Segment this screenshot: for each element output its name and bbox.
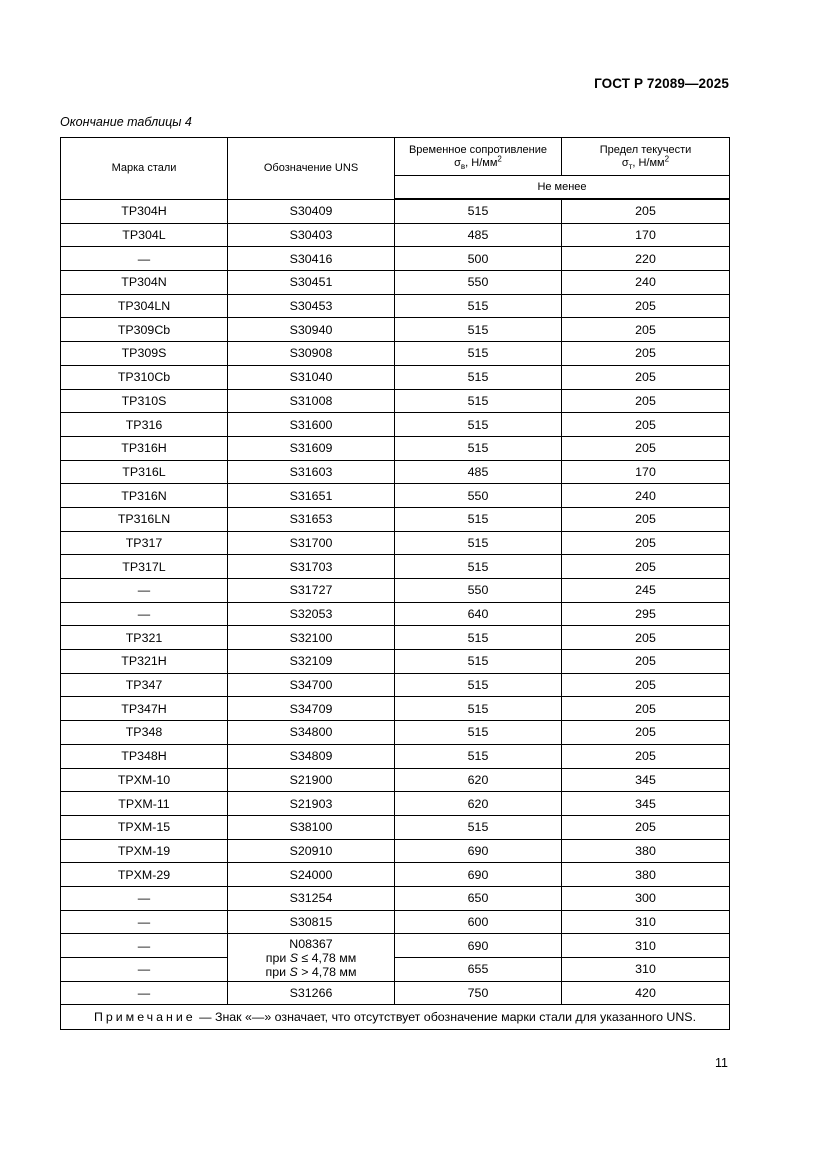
page-number: 11 xyxy=(715,1056,728,1070)
yield-cell: 205 xyxy=(562,626,730,650)
grade-cell: — xyxy=(61,247,228,271)
grade-cell: TP321H xyxy=(61,650,228,674)
uns-cell: S31040 xyxy=(228,365,395,389)
yield-cell: 220 xyxy=(562,247,730,271)
table-row xyxy=(61,744,730,768)
yield-cell: 300 xyxy=(562,886,730,910)
tensile-cell: 515 xyxy=(395,365,562,389)
col-uns-header: Обозначение UNS xyxy=(228,138,395,200)
yield-cell: 310 xyxy=(562,910,730,934)
grade-cell: TP316H xyxy=(61,436,228,460)
grade-cell: TPXM-29 xyxy=(61,863,228,887)
uns-cell: S30908 xyxy=(228,342,395,366)
yield-cell: 205 xyxy=(562,697,730,721)
yield-cell: 205 xyxy=(562,294,730,318)
table-row xyxy=(61,413,730,437)
yield-cell: 170 xyxy=(562,460,730,484)
yield-cell: 240 xyxy=(562,484,730,508)
uns-cell: S34709 xyxy=(228,697,395,721)
grade-cell: — xyxy=(61,981,228,1005)
uns-cell: S34800 xyxy=(228,721,395,745)
tensile-cell: 650 xyxy=(395,886,562,910)
tensile-cell: 515 xyxy=(395,342,562,366)
col-tensile-header xyxy=(395,138,562,176)
col-grade-header: Марка стали xyxy=(61,138,228,200)
tensile-cell: 485 xyxy=(395,223,562,247)
uns-cell: S34700 xyxy=(228,673,395,697)
uns-cell: S31727 xyxy=(228,579,395,603)
table-row xyxy=(61,579,730,603)
tensile-cell: 485 xyxy=(395,460,562,484)
tensile-cell: 515 xyxy=(395,436,562,460)
yield-cell: 205 xyxy=(562,673,730,697)
tensile-cell: 515 xyxy=(395,413,562,437)
grade-cell: — xyxy=(61,579,228,603)
uns-cell: S31609 xyxy=(228,436,395,460)
yield-cell: 380 xyxy=(562,863,730,887)
tensile-cell: 515 xyxy=(395,389,562,413)
tensile-cell: 690 xyxy=(395,934,562,958)
table-row xyxy=(61,199,730,223)
tensile-cell: 690 xyxy=(395,863,562,887)
yield-cell: 205 xyxy=(562,413,730,437)
grade-cell: TP316L xyxy=(61,460,228,484)
uns-cell: S30451 xyxy=(228,271,395,295)
yield-cell: 205 xyxy=(562,365,730,389)
tensile-cell: 550 xyxy=(395,271,562,295)
table-row xyxy=(61,673,730,697)
uns-cell: S24000 xyxy=(228,863,395,887)
yield-cell: 205 xyxy=(562,507,730,531)
grade-cell: TPXM-11 xyxy=(61,792,228,816)
tensile-unit: , Н/мм xyxy=(465,156,498,169)
yield-unit: , Н/мм xyxy=(632,156,665,169)
table-row xyxy=(61,815,730,839)
uns-cell: S30416 xyxy=(228,247,395,271)
uns-cell: S38100 xyxy=(228,815,395,839)
tensile-cell: 515 xyxy=(395,626,562,650)
tensile-cell: 550 xyxy=(395,579,562,603)
grade-cell: TPXM-19 xyxy=(61,839,228,863)
uns-cell: S31603 xyxy=(228,460,395,484)
condition-value: > 4,78 мм xyxy=(297,964,357,979)
tensile-cell: 515 xyxy=(395,744,562,768)
table-row xyxy=(61,365,730,389)
grade-cell: — xyxy=(61,958,228,982)
uns-cell: S31008 xyxy=(228,389,395,413)
uns-cell: S31653 xyxy=(228,507,395,531)
grade-cell: TP317L xyxy=(61,555,228,579)
table-row xyxy=(61,271,730,295)
uns-cell: S21900 xyxy=(228,768,395,792)
tensile-symbol: σ xyxy=(454,156,461,169)
table-row xyxy=(61,484,730,508)
yield-cell: 205 xyxy=(562,199,730,223)
yield-title: Предел текучести xyxy=(599,143,692,156)
uns-cell: S31700 xyxy=(228,531,395,555)
grade-cell: TPXM-10 xyxy=(61,768,228,792)
table-row xyxy=(61,247,730,271)
uns-cell: S31254 xyxy=(228,886,395,910)
table-row xyxy=(61,934,730,958)
condition-variable: S xyxy=(289,964,298,979)
yield-cell: 205 xyxy=(562,721,730,745)
yield-unit-exponent: 2 xyxy=(664,153,670,163)
table-row xyxy=(61,318,730,342)
table-row xyxy=(61,721,730,745)
yield-cell: 295 xyxy=(562,602,730,626)
tensile-cell: 600 xyxy=(395,910,562,934)
grade-cell: — xyxy=(61,910,228,934)
tensile-unit-exponent: 2 xyxy=(497,153,502,163)
grade-cell: TP316N xyxy=(61,484,228,508)
grade-cell: TP317 xyxy=(61,531,228,555)
grade-cell: TP321 xyxy=(61,626,228,650)
uns-cell: S30940 xyxy=(228,318,395,342)
condition-value: ≤ 4,78 мм xyxy=(297,950,357,965)
grade-cell: TP348 xyxy=(61,721,228,745)
note-text: — Знак «—» означает, что отсутствует обозначение марки стали для указанного UNS. xyxy=(195,1010,697,1025)
uns-cell: S30403 xyxy=(228,223,395,247)
yield-cell: 240 xyxy=(562,271,730,295)
table-caption: Окончание таблицы 4 xyxy=(60,115,192,129)
table-row xyxy=(61,768,730,792)
uns-cell: S32100 xyxy=(228,626,395,650)
grade-cell: TP304N xyxy=(61,271,228,295)
tensile-cell: 515 xyxy=(395,650,562,674)
yield-cell: 205 xyxy=(562,555,730,579)
table-row xyxy=(61,294,730,318)
n08367-group xyxy=(61,934,730,1005)
table-row xyxy=(61,792,730,816)
table-note-row xyxy=(61,1005,730,1030)
yield-cell: 345 xyxy=(562,792,730,816)
table-row xyxy=(61,389,730,413)
uns-cell: S30815 xyxy=(228,910,395,934)
uns-cell-n08367 xyxy=(228,934,395,981)
yield-cell: 205 xyxy=(562,650,730,674)
grade-cell: TPXM-15 xyxy=(61,815,228,839)
condition-prefix: при xyxy=(265,964,290,979)
tensile-cell: 515 xyxy=(395,815,562,839)
yield-cell: 345 xyxy=(562,768,730,792)
uns-condition-2 xyxy=(266,965,357,979)
uns-cell: S32053 xyxy=(228,602,395,626)
table-row xyxy=(61,981,730,1005)
yield-cell: 205 xyxy=(562,342,730,366)
grade-cell: TP309Cb xyxy=(61,318,228,342)
table-row xyxy=(61,697,730,721)
table-row xyxy=(61,460,730,484)
document-id: ГОСТ Р 72089—2025 xyxy=(594,76,729,91)
yield-cell: 420 xyxy=(562,981,730,1005)
table-row xyxy=(61,886,730,910)
uns-cell: S32109 xyxy=(228,650,395,674)
uns-cell: S30409 xyxy=(228,199,395,223)
grade-cell: TP304L xyxy=(61,223,228,247)
grade-cell: TP316LN xyxy=(61,507,228,531)
table-row xyxy=(61,223,730,247)
table-row xyxy=(61,650,730,674)
table-row xyxy=(61,602,730,626)
table-row xyxy=(61,555,730,579)
yield-cell: 205 xyxy=(562,389,730,413)
tensile-cell: 515 xyxy=(395,673,562,697)
grade-cell: TP347H xyxy=(61,697,228,721)
tensile-cell: 690 xyxy=(395,839,562,863)
tensile-cell: 550 xyxy=(395,484,562,508)
tensile-cell: 750 xyxy=(395,981,562,1005)
uns-condition-1 xyxy=(266,951,357,965)
min-value-header: Не менее xyxy=(395,176,730,200)
tensile-cell: 515 xyxy=(395,531,562,555)
tensile-cell: 620 xyxy=(395,768,562,792)
uns-cell: S21903 xyxy=(228,792,395,816)
yield-cell: 170 xyxy=(562,223,730,247)
uns-code: N08367 xyxy=(289,936,333,951)
table-header xyxy=(61,138,730,200)
grade-cell: TP310Cb xyxy=(61,365,228,389)
tensile-cell: 640 xyxy=(395,602,562,626)
table-row xyxy=(61,531,730,555)
tensile-cell: 515 xyxy=(395,697,562,721)
grade-cell: TP348H xyxy=(61,744,228,768)
yield-cell: 205 xyxy=(562,815,730,839)
condition-prefix: при xyxy=(265,950,290,965)
yield-cell: 380 xyxy=(562,839,730,863)
grade-cell: — xyxy=(61,602,228,626)
table-row xyxy=(61,910,730,934)
tensile-title: Временное сопротивление xyxy=(408,143,548,156)
yield-cell: 310 xyxy=(562,934,730,958)
grade-cell: TP316 xyxy=(61,413,228,437)
col-yield-header xyxy=(562,138,730,176)
uns-cell: S20910 xyxy=(228,839,395,863)
uns-cell: S31651 xyxy=(228,484,395,508)
yield-symbol: σ xyxy=(621,156,629,169)
yield-cell: 205 xyxy=(562,318,730,342)
note-label: Примечание xyxy=(93,1010,196,1025)
yield-cell: 205 xyxy=(562,436,730,460)
table-note xyxy=(61,1005,730,1030)
table-body xyxy=(61,199,730,934)
table-row xyxy=(61,863,730,887)
tensile-cell: 620 xyxy=(395,792,562,816)
grade-cell: TP347 xyxy=(61,673,228,697)
uns-cell: S31266 xyxy=(228,981,395,1005)
grade-cell: TP310S xyxy=(61,389,228,413)
table-row xyxy=(61,436,730,460)
table-row xyxy=(61,839,730,863)
uns-cell: S30453 xyxy=(228,294,395,318)
tensile-cell: 515 xyxy=(395,507,562,531)
tensile-cell: 515 xyxy=(395,294,562,318)
tensile-subscript: в xyxy=(460,161,466,171)
steel-grades-table xyxy=(60,137,730,1030)
table-row xyxy=(61,342,730,366)
uns-cell: S34809 xyxy=(228,744,395,768)
yield-subscript: т xyxy=(628,161,633,171)
yield-cell: 205 xyxy=(562,744,730,768)
table-row xyxy=(61,626,730,650)
uns-cell: S31703 xyxy=(228,555,395,579)
tensile-cell: 515 xyxy=(395,199,562,223)
tensile-cell: 500 xyxy=(395,247,562,271)
grade-cell: — xyxy=(61,934,228,958)
yield-cell: 310 xyxy=(562,958,730,982)
tensile-cell: 655 xyxy=(395,958,562,982)
tensile-cell: 515 xyxy=(395,721,562,745)
table-row xyxy=(61,958,730,982)
grade-cell: TP304H xyxy=(61,199,228,223)
tensile-cell: 515 xyxy=(395,555,562,579)
uns-cell: S31600 xyxy=(228,413,395,437)
condition-variable: S xyxy=(289,950,298,965)
grade-cell: TP304LN xyxy=(61,294,228,318)
yield-cell: 245 xyxy=(562,579,730,603)
table-row xyxy=(61,507,730,531)
grade-cell: — xyxy=(61,886,228,910)
tensile-cell: 515 xyxy=(395,318,562,342)
yield-cell: 205 xyxy=(562,531,730,555)
grade-cell: TP309S xyxy=(61,342,228,366)
